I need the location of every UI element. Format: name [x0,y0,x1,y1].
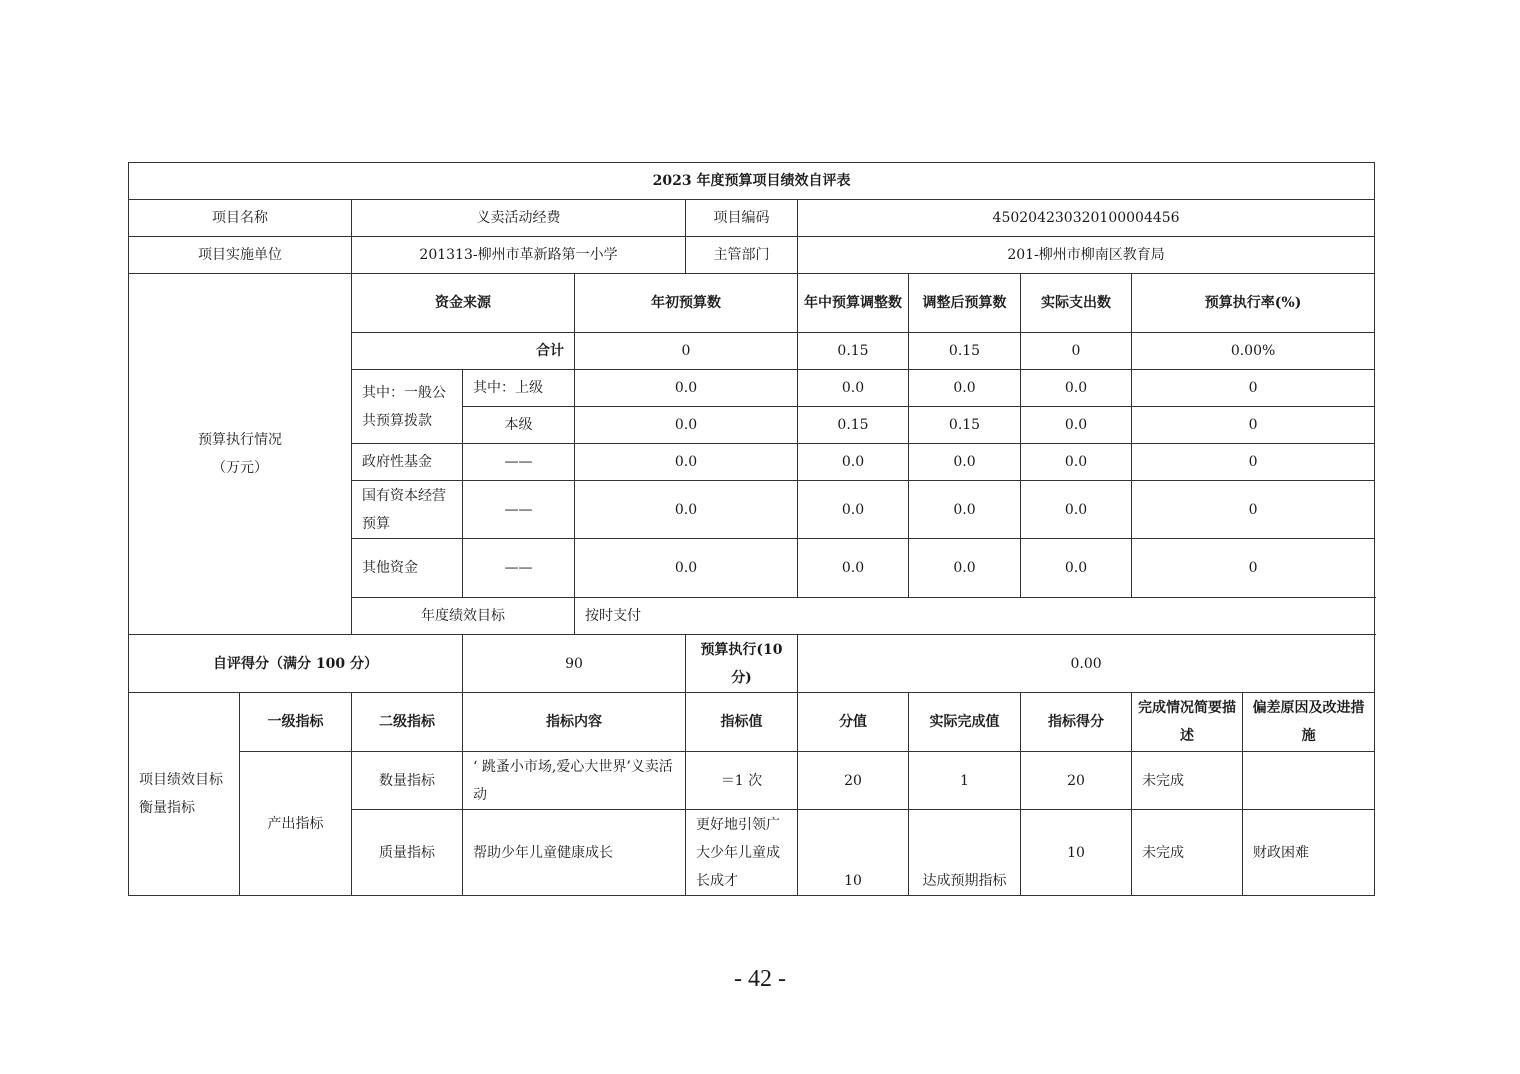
row2-target: 更好地引领广大少年儿童成长成才 [686,810,798,896]
header-rate: 预算执行率(%) [1132,274,1375,333]
header-actual: 实际支出数 [1021,274,1132,333]
other-fund-midyear: 0.0 [798,539,909,598]
page-number: - 42 - [734,966,786,992]
other-fund-dash: —— [463,539,575,598]
row2-score: 10 [1021,810,1132,896]
gov-fund-adjusted: 0.0 [909,444,1021,481]
goal-label: 年度绩效目标 [352,598,575,635]
row1-actual: 1 [909,752,1021,810]
local-actual: 0.0 [1021,407,1132,444]
header-status: 完成情况简要描述 [1132,693,1243,752]
state-capital-midyear: 0.0 [798,481,909,539]
gov-fund-actual: 0.0 [1021,444,1132,481]
other-fund-rate: 0 [1132,539,1375,598]
project-dept-label: 主管部门 [686,237,798,274]
row2-level2: 质量指标 [352,810,463,896]
budget-section-unit: （万元） [212,460,268,476]
header-source: 资金来源 [352,274,575,333]
general-budget-label: 其中：一般公共预算拨款 [352,370,463,444]
project-unit-label: 项目实施单位 [129,237,352,274]
upper-midyear: 0.0 [798,370,909,407]
header-score: 指标得分 [1021,693,1132,752]
row1-score: 20 [1021,752,1132,810]
header-level1: 一级指标 [240,693,352,752]
row1-level2: 数量指标 [352,752,463,810]
local-adjusted: 0.15 [909,407,1021,444]
state-capital-dash: —— [463,481,575,539]
row2-actual: 达成预期指标 [909,810,1021,896]
header-adjusted: 调整后预算数 [909,274,1021,333]
exec-score-value: 0.00 [798,635,1375,693]
exec-score-label: 预算执行(10分) [686,635,798,693]
project-code-label: 项目编码 [686,200,798,237]
row1-status: 未完成 [1132,752,1243,810]
header-points: 分值 [798,693,909,752]
header-midyear: 年中预算调整数 [798,274,909,333]
budget-section-label [129,274,352,635]
row1-content: ‘ 跳蚤小市场,爱心大世界’义卖活动 [463,752,686,810]
total-midyear: 0.15 [798,333,909,370]
upper-actual: 0.0 [1021,370,1132,407]
total-actual: 0 [1021,333,1132,370]
gov-fund-dash: —— [463,444,575,481]
row2-points: 10 [798,810,909,896]
state-capital-rate: 0 [1132,481,1375,539]
local-rate: 0 [1132,407,1375,444]
state-capital-label: 国有资本经营预算 [352,481,463,539]
header-actual-value: 实际完成值 [909,693,1021,752]
goal-value: 按时支付 [575,598,1375,635]
project-dept: 201-柳州市柳南区教育局 [798,237,1375,274]
row2-reason: 财政困难 [1243,810,1375,896]
row2-content: 帮助少年儿童健康成长 [463,810,686,896]
row1-reason [1243,752,1375,810]
project-name: 义卖活动经费 [352,200,686,237]
total-label: 合计 [352,333,575,370]
state-capital-initial: 0.0 [575,481,798,539]
total-rate: 0.00% [1132,333,1375,370]
state-capital-actual: 0.0 [1021,481,1132,539]
local-midyear: 0.15 [798,407,909,444]
local-label: 本级 [463,407,575,444]
score-value: 90 [463,635,686,693]
total-initial: 0 [575,333,798,370]
gov-fund-midyear: 0.0 [798,444,909,481]
other-fund-actual: 0.0 [1021,539,1132,598]
other-fund-label: 其他资金 [352,539,463,598]
gov-fund-initial: 0.0 [575,444,798,481]
score-label: 自评得分（满分 100 分） [129,635,463,693]
upper-initial: 0.0 [575,370,798,407]
total-adjusted: 0.15 [909,333,1021,370]
local-initial: 0.0 [575,407,798,444]
project-unit: 201313-柳州市革新路第一小学 [352,237,686,274]
header-content: 指标内容 [463,693,686,752]
level1-output: 产出指标 [240,752,352,896]
header-reason: 偏差原因及改进措施 [1243,693,1375,752]
table-title: 2023 年度预算项目绩效自评表 [129,163,1375,200]
row1-points: 20 [798,752,909,810]
performance-table [128,162,1375,896]
indicator-section-label: 项目绩效目标衡量指标 [129,693,240,896]
gov-fund-label: 政府性基金 [352,444,463,481]
other-fund-adjusted: 0.0 [909,539,1021,598]
header-initial: 年初预算数 [575,274,798,333]
header-target: 指标值 [686,693,798,752]
other-fund-initial: 0.0 [575,539,798,598]
row2-status: 未完成 [1132,810,1243,896]
upper-rate: 0 [1132,370,1375,407]
state-capital-adjusted: 0.0 [909,481,1021,539]
gov-fund-rate: 0 [1132,444,1375,481]
upper-adjusted: 0.0 [909,370,1021,407]
project-name-label: 项目名称 [129,200,352,237]
budget-section-title: 预算执行情况 [198,432,282,448]
header-level2: 二级指标 [352,693,463,752]
upper-label: 其中：上级 [463,370,575,407]
row1-target: ＝1 次 [686,752,798,810]
project-code: 450204230320100004456 [798,200,1375,237]
